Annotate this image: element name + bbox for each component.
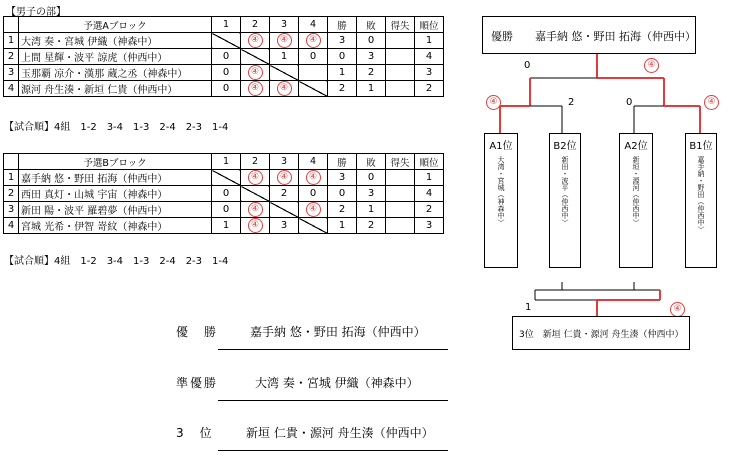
lose-cell: 3 [357, 49, 386, 65]
semi2-right-score [704, 95, 719, 110]
rank-cell: 4 [415, 49, 444, 65]
champion-box [482, 16, 696, 54]
b1-box [685, 133, 717, 268]
win-cell: 0 [328, 186, 357, 202]
block-b-order: 【試合順】4組 1-2 3-4 1-3 2-4 2-3 1-4 [4, 256, 229, 267]
header-col: 1 [212, 17, 241, 33]
lose-cell: 2 [357, 65, 386, 81]
win-cell: 3 [328, 170, 357, 186]
header-col: 1 [212, 154, 241, 170]
header-col: 順位 [415, 154, 444, 170]
pair-name: 大湾 奏・宮城 伊織（神森中） [19, 33, 212, 49]
win-cell: 2 [328, 81, 357, 97]
a1-label: A1位 [489, 141, 513, 152]
header-col: 4 [299, 154, 328, 170]
header-col: 敗 [357, 17, 386, 33]
win-circle: ④ [277, 81, 292, 96]
win-circle: ④ [248, 218, 263, 233]
score-cell: 1 [270, 49, 299, 65]
section-title: 【男子の部】 [6, 7, 66, 18]
a1-name: 大湾・宮城（神森中） [497, 156, 505, 226]
pair-name: 源河 舟生湊・新垣 仁貴（仲西中） [19, 81, 212, 97]
rank-cell: 4 [415, 186, 444, 202]
pair-name: 西田 真灯・山城 宇宙（神森中） [19, 186, 212, 202]
summary-first-value: 嘉手納 悠・野田 拓海（仲西中） [250, 325, 426, 339]
block-a-order: 【試合順】4組 1-2 3-4 1-3 2-4 2-3 1-4 [4, 122, 229, 133]
win-cell: 1 [328, 218, 357, 234]
lose-cell: 3 [357, 186, 386, 202]
win-cell: 0 [328, 49, 357, 65]
third-box [512, 316, 690, 350]
rank-cell: 3 [415, 65, 444, 81]
third-right-score [670, 302, 685, 317]
score-cell: 0 [212, 65, 241, 81]
champion-text: 優勝 嘉手納 悠・野田 拓海（仲西中） [491, 30, 696, 43]
summary-second-value: 大湾 奏・宮城 伊織（神森中） [255, 376, 419, 390]
pair-name: 嘉手納 悠・野田 拓海（仲西中） [19, 170, 212, 186]
summary-third-value: 新垣 仁貴・源河 舟生湊（仲西中） [246, 426, 434, 440]
win-circle: ④ [248, 170, 263, 185]
third-text: 3位 新垣 仁貴・源河 舟生湊（仲西中） [519, 330, 684, 340]
row-number: 1 [4, 33, 19, 49]
a2-box [619, 133, 653, 268]
summary-second-underline [218, 400, 448, 401]
header-col: 2 [241, 17, 270, 33]
third-right-circle: ④ [670, 302, 685, 317]
summary-first-underline [218, 349, 448, 350]
win-cell: 3 [328, 33, 357, 49]
semi1-left-score [486, 95, 501, 110]
summary-third-underline [218, 450, 448, 451]
row-number: 1 [4, 170, 19, 186]
score-cell: 0 [212, 186, 241, 202]
a2-label: A2位 [624, 141, 648, 152]
rank-cell: 2 [415, 202, 444, 218]
final-left-score: 0 [524, 60, 531, 71]
semi1-left-circle: ④ [486, 95, 501, 110]
pair-name: 玉那覇 凉介・漢那 蔵之丞（神森中） [19, 65, 212, 81]
win-circle: ④ [277, 170, 292, 185]
summary-first-label: 優 勝 [176, 325, 219, 339]
lose-cell: 0 [357, 170, 386, 186]
header-col: 得失 [386, 17, 415, 33]
final-right-score [644, 58, 659, 73]
win-circle: ④ [306, 202, 321, 217]
score-cell: 3 [270, 218, 299, 234]
win-cell: 2 [328, 202, 357, 218]
header-col: 順位 [415, 17, 444, 33]
header-col: 勝 [328, 154, 357, 170]
header-col: 3 [270, 17, 299, 33]
b1-label: B1位 [689, 141, 713, 152]
score-cell: 0 [212, 81, 241, 97]
row-number: 2 [4, 49, 19, 65]
score-cell: 0 [299, 186, 328, 202]
summary-second-label: 準優勝 [176, 376, 219, 390]
rank-cell: 1 [415, 170, 444, 186]
lose-cell: 0 [357, 33, 386, 49]
win-circle: ④ [306, 170, 321, 185]
score-cell: 1 [212, 218, 241, 234]
lose-cell: 1 [357, 81, 386, 97]
lose-cell: 1 [357, 202, 386, 218]
win-circle: ④ [248, 81, 263, 96]
row-number: 2 [4, 186, 19, 202]
header-col: 得失 [386, 154, 415, 170]
header-col: 勝 [328, 17, 357, 33]
b2-label: B2位 [553, 141, 577, 152]
b1-name: 嘉手納・野田（仲西中） [697, 156, 705, 233]
win-circle: ④ [306, 33, 321, 48]
win-circle: ④ [277, 33, 292, 48]
rank-cell: 3 [415, 218, 444, 234]
row-number: 3 [4, 65, 19, 81]
win-circle: ④ [248, 33, 263, 48]
header-col: 4 [299, 17, 328, 33]
semi2-left-score: 0 [626, 97, 633, 108]
final-right-circle: ④ [644, 58, 659, 73]
header-col: 2 [241, 154, 270, 170]
win-circle: ④ [248, 202, 263, 217]
row-number: 3 [4, 202, 19, 218]
b2-box [549, 133, 581, 268]
a1-box [484, 133, 518, 268]
block-title: 予選Aブロック [19, 17, 212, 33]
third-left-score: 1 [525, 302, 532, 313]
score-cell: 0 [212, 202, 241, 218]
score-cell: 0 [299, 49, 328, 65]
semi2-right-circle: ④ [704, 95, 719, 110]
semi1-right-score: 2 [568, 97, 575, 108]
win-circle: ④ [248, 65, 263, 80]
lose-cell: 2 [357, 218, 386, 234]
row-number: 4 [4, 81, 19, 97]
rank-cell: 2 [415, 81, 444, 97]
header-col: 敗 [357, 154, 386, 170]
pair-name: 上間 星輝・波平 諒虎（仲西中） [19, 49, 212, 65]
rank-cell: 1 [415, 33, 444, 49]
a2-name: 新垣・源河（仲西中） [632, 156, 640, 226]
score-cell: 0 [212, 49, 241, 65]
pair-name: 新田 陽・波平 羅碧夢（仲西中） [19, 202, 212, 218]
score-cell: 2 [270, 186, 299, 202]
b2-name: 新田・波平（仲西中） [561, 156, 569, 226]
pair-name: 宮城 光希・伊智 嵜紋（神森中） [19, 218, 212, 234]
row-number: 4 [4, 218, 19, 234]
summary-third-label: 3 位 [176, 426, 214, 440]
win-cell: 1 [328, 65, 357, 81]
block-title: 予選Bブロック [19, 154, 212, 170]
header-col: 3 [270, 154, 299, 170]
